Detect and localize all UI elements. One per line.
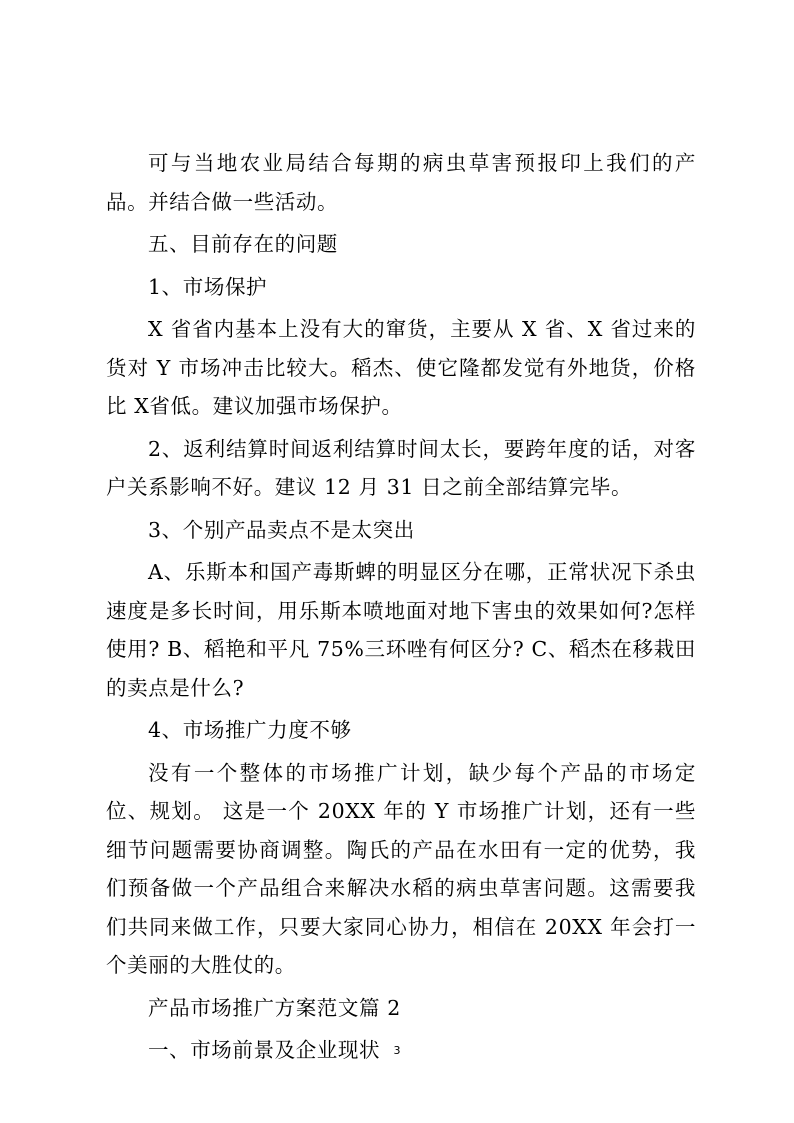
text-line: 的。 bbox=[253, 953, 296, 977]
text-line: 户关系影响不好。建议 12 月 31 日之前全部结算完毕。 bbox=[106, 475, 633, 499]
text-line: 对 Y 市场冲击比较大。稻杰、使它隆都发觉有外地货，价格比 X bbox=[106, 355, 696, 418]
paragraph bbox=[106, 268, 696, 307]
page-number: 3 bbox=[393, 1044, 401, 1057]
text-line: 需要协商调整。陶氏的产品在水田有一定的优势，我们预备做一 bbox=[106, 837, 696, 900]
text-line: 规划。 这是一个 20XX 年的 Y 市场推广计划，还有一些细节问题 bbox=[106, 799, 697, 862]
paragraph bbox=[106, 310, 696, 426]
text-line: 个产品组合来解决水稻的病虫草害问题。这需要我们共同来做工 bbox=[106, 876, 696, 939]
text-line: 4、市场推广力度不够 bbox=[148, 718, 352, 742]
paragraph bbox=[106, 511, 696, 550]
text-line: 并结合做一些活动。 bbox=[148, 189, 339, 214]
text-line: X 省省内基本上没有大的窜货，主要从 X 省、X 省过来的货 bbox=[106, 317, 696, 380]
paragraph bbox=[106, 430, 696, 507]
text-line: A、乐斯本和国产毒斯蜱的明显区分在哪，正常状况下杀虫 bbox=[148, 560, 696, 584]
text-line: 速度是多长时间，用乐斯本喷地面对地下害虫的效果如何?怎样 bbox=[106, 598, 696, 623]
text-line: 卖点是什么? bbox=[127, 675, 245, 700]
text-line: 没有一个整体的市场推广计划，缺少每个产品的市场定位、 bbox=[106, 760, 696, 823]
text-line: 1、市场保护 bbox=[148, 274, 268, 299]
text-line: 作，只要大家同心协力，相信在 20XX 年会打一个美丽的大胜仗 bbox=[106, 914, 696, 977]
paragraph bbox=[106, 553, 696, 707]
text-line: 3、个别产品卖点不是太突出 bbox=[148, 517, 415, 542]
paragraph bbox=[106, 225, 696, 264]
paragraph bbox=[106, 711, 696, 750]
text-line: 产品市场推广方案范文篇 2 bbox=[148, 995, 401, 1020]
text-line: 2、返利结算时间返利结算时间太长，要跨年度的话，对客 bbox=[148, 436, 696, 461]
text-line: 可与当地农业局结合每期的病虫草害预报印上我们的产品。 bbox=[106, 151, 696, 214]
paragraph bbox=[106, 989, 696, 1028]
text-line: 一、市场前景及企业现状 bbox=[148, 1038, 381, 1062]
text-line: 使用? B、稻艳和平凡 75%三环唑有何区分? C、稻杰在移栽田的 bbox=[106, 637, 696, 700]
paragraph bbox=[106, 754, 696, 985]
document-body bbox=[106, 144, 696, 1074]
text-line: 省低。建议加强市场保护。 bbox=[149, 394, 403, 418]
paragraph bbox=[106, 144, 696, 221]
text-line: 五、目前存在的问题 bbox=[148, 232, 338, 256]
